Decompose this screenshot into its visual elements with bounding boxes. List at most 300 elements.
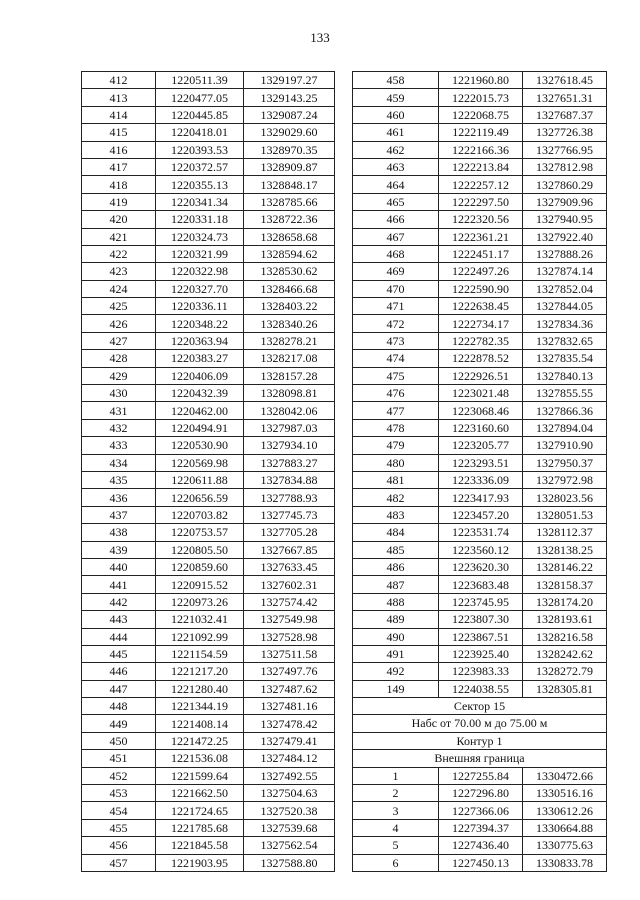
table-row — [82, 524, 335, 541]
x-coordinate-cell: 1223983.33 — [439, 663, 523, 680]
table-row — [82, 785, 335, 802]
x-coordinate-cell: 1220322.98 — [156, 263, 244, 280]
table-row — [353, 298, 607, 315]
table-row — [82, 715, 335, 732]
y-coordinate-cell: 1328530.62 — [244, 263, 335, 280]
table-row — [353, 402, 607, 419]
x-coordinate-cell: 1222878.52 — [439, 350, 523, 367]
contour-title: Контур 1 — [353, 732, 607, 749]
table-row — [82, 176, 335, 193]
x-coordinate-cell: 1220611.88 — [156, 471, 244, 488]
y-coordinate-cell: 1327812.98 — [523, 158, 607, 175]
y-coordinate-cell: 1328242.62 — [523, 645, 607, 662]
y-coordinate-cell: 1330612.26 — [523, 802, 607, 819]
coordinates-table-right — [352, 71, 607, 872]
point-number-cell: 429 — [82, 367, 156, 384]
y-coordinate-cell: 1327511.58 — [244, 645, 335, 662]
x-coordinate-cell: 1220462.00 — [156, 402, 244, 419]
y-coordinate-cell: 1328098.81 — [244, 385, 335, 402]
x-coordinate-cell: 1223807.30 — [439, 611, 523, 628]
point-number-cell: 443 — [82, 611, 156, 628]
table-row — [353, 385, 607, 402]
table-row — [82, 350, 335, 367]
point-number-cell: 472 — [353, 315, 439, 332]
x-coordinate-cell: 1222257.12 — [439, 176, 523, 193]
x-coordinate-cell: 1220859.60 — [156, 558, 244, 575]
point-number-cell: 481 — [353, 471, 439, 488]
point-number-cell: 477 — [353, 402, 439, 419]
point-number-cell: 454 — [82, 802, 156, 819]
y-coordinate-cell: 1328722.36 — [244, 211, 335, 228]
x-coordinate-cell: 1227436.40 — [439, 837, 523, 854]
table-row — [353, 280, 607, 297]
point-number-cell: 478 — [353, 419, 439, 436]
x-coordinate-cell: 1223531.74 — [439, 524, 523, 541]
y-coordinate-cell: 1328217.08 — [244, 350, 335, 367]
table-row — [82, 385, 335, 402]
y-coordinate-cell: 1327909.96 — [523, 193, 607, 210]
point-number-cell: 6 — [353, 854, 439, 871]
table-row — [353, 437, 607, 454]
x-coordinate-cell: 1222782.35 — [439, 332, 523, 349]
x-coordinate-cell: 1223293.51 — [439, 454, 523, 471]
point-number-cell: 426 — [82, 315, 156, 332]
table-row — [82, 854, 335, 871]
x-coordinate-cell: 1223068.46 — [439, 402, 523, 419]
x-coordinate-cell: 1220383.27 — [156, 350, 244, 367]
table-row — [353, 541, 607, 558]
point-number-cell: 491 — [353, 645, 439, 662]
point-number-cell: 488 — [353, 593, 439, 610]
y-coordinate-cell: 1327687.37 — [523, 106, 607, 123]
point-number-cell: 474 — [353, 350, 439, 367]
y-coordinate-cell: 1328174.20 — [523, 593, 607, 610]
table-row — [353, 72, 607, 89]
y-coordinate-cell: 1327651.31 — [523, 89, 607, 106]
y-coordinate-cell: 1327504.63 — [244, 785, 335, 802]
table-row — [353, 332, 607, 349]
table-row — [353, 576, 607, 593]
point-number-cell: 416 — [82, 141, 156, 158]
y-coordinate-cell: 1330664.88 — [523, 819, 607, 836]
x-coordinate-cell: 1221217.20 — [156, 663, 244, 680]
table-row — [353, 611, 607, 628]
x-coordinate-cell: 1223560.12 — [439, 541, 523, 558]
x-coordinate-cell: 1224038.55 — [439, 680, 523, 697]
y-coordinate-cell: 1328848.17 — [244, 176, 335, 193]
point-number-cell: 484 — [353, 524, 439, 541]
y-coordinate-cell: 1328193.61 — [523, 611, 607, 628]
y-coordinate-cell: 1327834.88 — [244, 471, 335, 488]
y-coordinate-cell: 1327855.55 — [523, 385, 607, 402]
page-number: 133 — [310, 30, 330, 45]
coordinates-table-left — [81, 71, 335, 872]
table-row — [82, 506, 335, 523]
y-coordinate-cell: 1328146.22 — [523, 558, 607, 575]
table-row — [82, 645, 335, 662]
point-number-cell: 468 — [353, 245, 439, 262]
table-row — [353, 628, 607, 645]
table-row — [353, 367, 607, 384]
table-row — [82, 106, 335, 123]
x-coordinate-cell: 1222926.51 — [439, 367, 523, 384]
point-number-cell: 4 — [353, 819, 439, 836]
x-coordinate-cell: 1220336.11 — [156, 298, 244, 315]
y-coordinate-cell: 1327940.95 — [523, 211, 607, 228]
point-number-cell: 440 — [82, 558, 156, 575]
y-coordinate-cell: 1327588.80 — [244, 854, 335, 871]
y-coordinate-cell: 1328278.21 — [244, 332, 335, 349]
sector-title-row — [353, 698, 607, 715]
x-coordinate-cell: 1223160.60 — [439, 419, 523, 436]
x-coordinate-cell: 1221785.68 — [156, 819, 244, 836]
table-row — [82, 245, 335, 262]
x-coordinate-cell: 1221662.50 — [156, 785, 244, 802]
y-coordinate-cell: 1327788.93 — [244, 489, 335, 506]
contour-title-row — [353, 732, 607, 749]
point-number-cell: 445 — [82, 645, 156, 662]
point-number-cell: 462 — [353, 141, 439, 158]
point-number-cell: 465 — [353, 193, 439, 210]
point-number-cell: 447 — [82, 680, 156, 697]
x-coordinate-cell: 1220406.09 — [156, 367, 244, 384]
point-number-cell: 442 — [82, 593, 156, 610]
point-number-cell: 2 — [353, 785, 439, 802]
point-number-cell: 483 — [353, 506, 439, 523]
x-coordinate-cell: 1221092.99 — [156, 628, 244, 645]
y-coordinate-cell: 1327618.45 — [523, 72, 607, 89]
y-coordinate-cell: 1327520.38 — [244, 802, 335, 819]
x-coordinate-cell: 1223867.51 — [439, 628, 523, 645]
x-coordinate-cell: 1220530.90 — [156, 437, 244, 454]
y-coordinate-cell: 1328305.81 — [523, 680, 607, 697]
x-coordinate-cell: 1223925.40 — [439, 645, 523, 662]
table-row — [353, 785, 607, 802]
point-number-cell: 470 — [353, 280, 439, 297]
y-coordinate-cell: 1327633.45 — [244, 558, 335, 575]
x-coordinate-cell: 1220331.18 — [156, 211, 244, 228]
table-row — [82, 558, 335, 575]
point-number-cell: 453 — [82, 785, 156, 802]
table-row — [82, 541, 335, 558]
y-coordinate-cell: 1328785.66 — [244, 193, 335, 210]
y-coordinate-cell: 1330472.66 — [523, 767, 607, 784]
table-row — [82, 471, 335, 488]
table-row — [82, 211, 335, 228]
point-number-cell: 455 — [82, 819, 156, 836]
table-row — [82, 593, 335, 610]
x-coordinate-cell: 1220973.26 — [156, 593, 244, 610]
y-coordinate-cell: 1330833.78 — [523, 854, 607, 871]
point-number-cell: 428 — [82, 350, 156, 367]
point-number-cell: 475 — [353, 367, 439, 384]
table-row — [82, 454, 335, 471]
y-coordinate-cell: 1327950.37 — [523, 454, 607, 471]
y-coordinate-cell: 1327883.27 — [244, 454, 335, 471]
table-row — [353, 228, 607, 245]
point-number-cell: 3 — [353, 802, 439, 819]
point-number-cell: 466 — [353, 211, 439, 228]
point-number-cell: 451 — [82, 750, 156, 767]
table-row — [353, 124, 607, 141]
x-coordinate-cell: 1223457.20 — [439, 506, 523, 523]
x-coordinate-cell: 1222119.49 — [439, 124, 523, 141]
table-row — [82, 419, 335, 436]
y-coordinate-cell: 1327478.42 — [244, 715, 335, 732]
y-coordinate-cell: 1328594.62 — [244, 245, 335, 262]
table-row — [353, 558, 607, 575]
y-coordinate-cell: 1328970.35 — [244, 141, 335, 158]
y-coordinate-cell: 1327481.16 — [244, 698, 335, 715]
x-coordinate-cell: 1222361.21 — [439, 228, 523, 245]
y-coordinate-cell: 1328216.58 — [523, 628, 607, 645]
table-row — [82, 750, 335, 767]
point-number-cell: 422 — [82, 245, 156, 262]
x-coordinate-cell: 1222068.75 — [439, 106, 523, 123]
y-coordinate-cell: 1327866.36 — [523, 402, 607, 419]
table-row — [82, 280, 335, 297]
y-coordinate-cell: 1328138.25 — [523, 541, 607, 558]
table-row — [82, 315, 335, 332]
point-number-cell: 437 — [82, 506, 156, 523]
y-coordinate-cell: 1327835.54 — [523, 350, 607, 367]
y-coordinate-cell: 1327745.73 — [244, 506, 335, 523]
y-coordinate-cell: 1328658.68 — [244, 228, 335, 245]
x-coordinate-cell: 1220418.01 — [156, 124, 244, 141]
table-row — [82, 611, 335, 628]
table-row — [353, 419, 607, 436]
point-number-cell: 461 — [353, 124, 439, 141]
table-row — [353, 158, 607, 175]
table-row — [82, 228, 335, 245]
y-coordinate-cell: 1328403.22 — [244, 298, 335, 315]
x-coordinate-cell: 1221845.58 — [156, 837, 244, 854]
table-row — [82, 141, 335, 158]
y-coordinate-cell: 1328340.26 — [244, 315, 335, 332]
x-coordinate-cell: 1222297.50 — [439, 193, 523, 210]
table-row — [353, 454, 607, 471]
x-coordinate-cell: 1222320.56 — [439, 211, 523, 228]
point-number-cell: 432 — [82, 419, 156, 436]
sector-title: Сектор 15 — [353, 698, 607, 715]
x-coordinate-cell: 1220569.98 — [156, 454, 244, 471]
y-coordinate-cell: 1329143.25 — [244, 89, 335, 106]
x-coordinate-cell: 1221344.19 — [156, 698, 244, 715]
point-number-cell: 492 — [353, 663, 439, 680]
table-row — [82, 263, 335, 280]
x-coordinate-cell: 1220656.59 — [156, 489, 244, 506]
table-row — [82, 732, 335, 749]
point-number-cell: 457 — [82, 854, 156, 871]
point-number-cell: 446 — [82, 663, 156, 680]
table-row — [82, 332, 335, 349]
table-row — [82, 837, 335, 854]
x-coordinate-cell: 1221724.65 — [156, 802, 244, 819]
table-row — [353, 837, 607, 854]
y-coordinate-cell: 1328158.37 — [523, 576, 607, 593]
table-row — [82, 193, 335, 210]
x-coordinate-cell: 1227255.84 — [439, 767, 523, 784]
x-coordinate-cell: 1220348.22 — [156, 315, 244, 332]
table-row — [82, 698, 335, 715]
point-number-cell: 433 — [82, 437, 156, 454]
table-row — [82, 802, 335, 819]
x-coordinate-cell: 1221960.80 — [439, 72, 523, 89]
x-coordinate-cell: 1220753.57 — [156, 524, 244, 541]
y-coordinate-cell: 1327894.04 — [523, 419, 607, 436]
point-number-cell: 438 — [82, 524, 156, 541]
point-number-cell: 423 — [82, 263, 156, 280]
point-number-cell: 473 — [353, 332, 439, 349]
x-coordinate-cell: 1220363.94 — [156, 332, 244, 349]
y-coordinate-cell: 1327492.55 — [244, 767, 335, 784]
y-coordinate-cell: 1327874.14 — [523, 263, 607, 280]
point-number-cell: 441 — [82, 576, 156, 593]
x-coordinate-cell: 1220341.34 — [156, 193, 244, 210]
table-row — [353, 193, 607, 210]
point-number-cell: 449 — [82, 715, 156, 732]
point-number-cell: 463 — [353, 158, 439, 175]
point-number-cell: 420 — [82, 211, 156, 228]
x-coordinate-cell: 1223205.77 — [439, 437, 523, 454]
y-coordinate-cell: 1330516.16 — [523, 785, 607, 802]
y-coordinate-cell: 1327549.98 — [244, 611, 335, 628]
y-coordinate-cell: 1327888.26 — [523, 245, 607, 262]
x-coordinate-cell: 1222590.90 — [439, 280, 523, 297]
x-coordinate-cell: 1223620.30 — [439, 558, 523, 575]
point-number-cell: 434 — [82, 454, 156, 471]
table-row — [353, 645, 607, 662]
y-coordinate-cell: 1328157.28 — [244, 367, 335, 384]
y-coordinate-cell: 1327766.95 — [523, 141, 607, 158]
point-number-cell: 476 — [353, 385, 439, 402]
x-coordinate-cell: 1227296.80 — [439, 785, 523, 802]
table-row — [353, 471, 607, 488]
y-coordinate-cell: 1327910.90 — [523, 437, 607, 454]
point-number-cell: 427 — [82, 332, 156, 349]
table-row — [82, 402, 335, 419]
point-number-cell: 460 — [353, 106, 439, 123]
table-row — [82, 124, 335, 141]
x-coordinate-cell: 1221472.25 — [156, 732, 244, 749]
x-coordinate-cell: 1221536.08 — [156, 750, 244, 767]
table-row — [82, 767, 335, 784]
y-coordinate-cell: 1327832.65 — [523, 332, 607, 349]
x-coordinate-cell: 1220477.05 — [156, 89, 244, 106]
y-coordinate-cell: 1327539.68 — [244, 819, 335, 836]
table-row — [353, 680, 607, 697]
x-coordinate-cell: 1220805.50 — [156, 541, 244, 558]
x-coordinate-cell: 1227394.37 — [439, 819, 523, 836]
x-coordinate-cell: 1221903.95 — [156, 854, 244, 871]
point-number-cell: 431 — [82, 402, 156, 419]
y-coordinate-cell: 1327574.42 — [244, 593, 335, 610]
table-row — [353, 593, 607, 610]
point-number-cell: 421 — [82, 228, 156, 245]
x-coordinate-cell: 1221408.14 — [156, 715, 244, 732]
point-number-cell: 1 — [353, 767, 439, 784]
y-coordinate-cell: 1327844.05 — [523, 298, 607, 315]
y-coordinate-cell: 1328466.68 — [244, 280, 335, 297]
x-coordinate-cell: 1222213.84 — [439, 158, 523, 175]
y-coordinate-cell: 1327705.28 — [244, 524, 335, 541]
point-number-cell: 418 — [82, 176, 156, 193]
y-coordinate-cell: 1327528.98 — [244, 628, 335, 645]
table-row — [353, 89, 607, 106]
y-coordinate-cell: 1327840.13 — [523, 367, 607, 384]
point-number-cell: 485 — [353, 541, 439, 558]
table-row — [82, 628, 335, 645]
point-number-cell: 482 — [353, 489, 439, 506]
y-coordinate-cell: 1328112.37 — [523, 524, 607, 541]
x-coordinate-cell: 1227450.13 — [439, 854, 523, 871]
table-row — [82, 663, 335, 680]
table-row — [82, 72, 335, 89]
x-coordinate-cell: 1222166.36 — [439, 141, 523, 158]
table-row — [353, 489, 607, 506]
table-row — [353, 315, 607, 332]
x-coordinate-cell: 1223683.48 — [439, 576, 523, 593]
point-number-cell: 464 — [353, 176, 439, 193]
y-coordinate-cell: 1330775.63 — [523, 837, 607, 854]
x-coordinate-cell: 1222734.17 — [439, 315, 523, 332]
point-number-cell: 456 — [82, 837, 156, 854]
y-coordinate-cell: 1328909.87 — [244, 158, 335, 175]
table-row — [82, 576, 335, 593]
y-coordinate-cell: 1327667.85 — [244, 541, 335, 558]
table-row — [353, 141, 607, 158]
y-coordinate-cell: 1329087.24 — [244, 106, 335, 123]
y-coordinate-cell: 1328051.53 — [523, 506, 607, 523]
x-coordinate-cell: 1220372.57 — [156, 158, 244, 175]
point-number-cell: 439 — [82, 541, 156, 558]
x-coordinate-cell: 1223021.48 — [439, 385, 523, 402]
table-row — [353, 245, 607, 262]
point-number-cell: 412 — [82, 72, 156, 89]
y-coordinate-cell: 1327922.40 — [523, 228, 607, 245]
x-coordinate-cell: 1223336.09 — [439, 471, 523, 488]
sector-height-range-row — [353, 715, 607, 732]
point-number-cell: 479 — [353, 437, 439, 454]
x-coordinate-cell: 1220321.99 — [156, 245, 244, 262]
point-number-cell: 435 — [82, 471, 156, 488]
table-row — [353, 106, 607, 123]
y-coordinate-cell: 1327484.12 — [244, 750, 335, 767]
x-coordinate-cell: 1221280.40 — [156, 680, 244, 697]
x-coordinate-cell: 1223745.95 — [439, 593, 523, 610]
x-coordinate-cell: 1221032.41 — [156, 611, 244, 628]
x-coordinate-cell: 1222451.17 — [439, 245, 523, 262]
table-row — [82, 489, 335, 506]
point-number-cell: 425 — [82, 298, 156, 315]
point-number-cell: 415 — [82, 124, 156, 141]
boundary-title-row — [353, 750, 607, 767]
table-row — [82, 158, 335, 175]
point-number-cell: 5 — [353, 837, 439, 854]
table-row — [82, 437, 335, 454]
table-row — [82, 298, 335, 315]
point-number-cell: 458 — [353, 72, 439, 89]
table-row — [353, 524, 607, 541]
x-coordinate-cell: 1221599.64 — [156, 767, 244, 784]
y-coordinate-cell: 1329029.60 — [244, 124, 335, 141]
point-number-cell: 149 — [353, 680, 439, 697]
point-number-cell: 486 — [353, 558, 439, 575]
x-coordinate-cell: 1220915.52 — [156, 576, 244, 593]
table-row — [353, 506, 607, 523]
y-coordinate-cell: 1327497.76 — [244, 663, 335, 680]
x-coordinate-cell: 1220327.70 — [156, 280, 244, 297]
